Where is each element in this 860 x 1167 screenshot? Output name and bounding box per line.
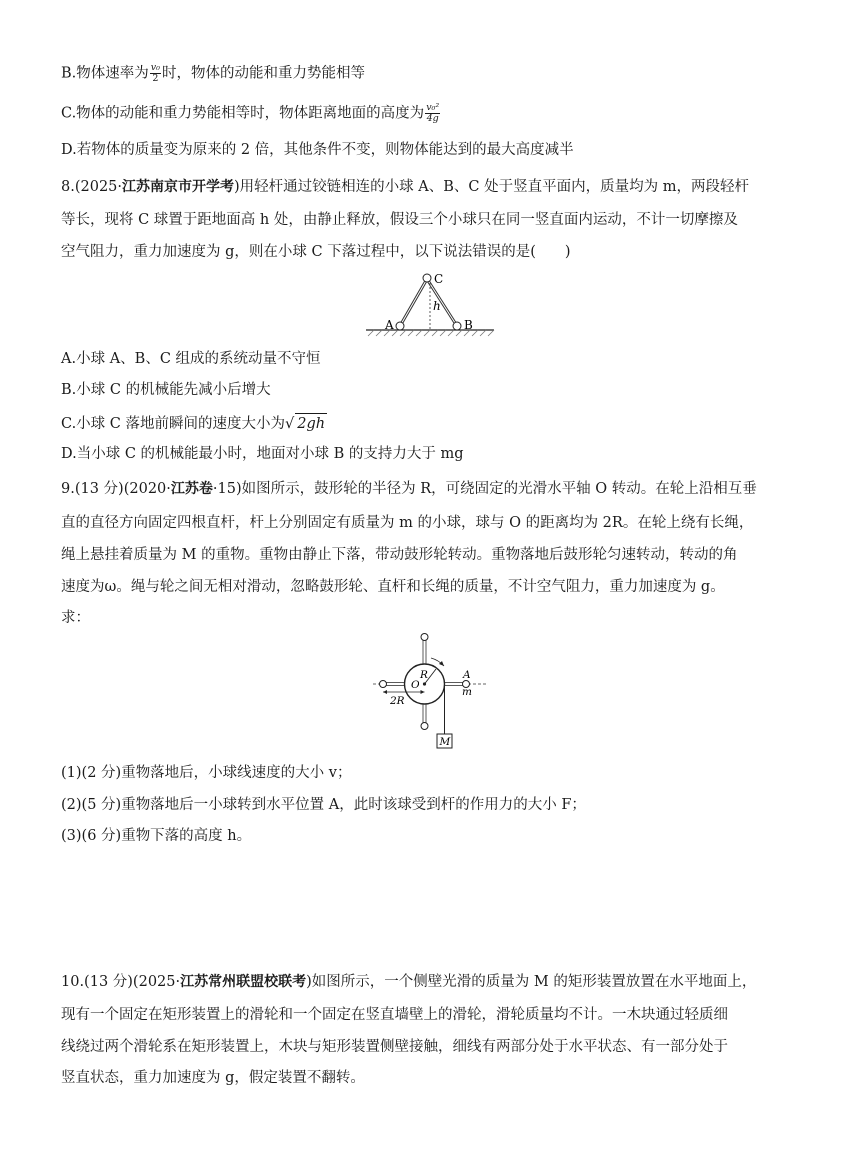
q10-stem-line-2: 现有一个固定在矩形装置上的滑轮和一个固定在竖直墙壁上的滑轮，滑轮质量均不计。一木块通过轻质细	[61, 1007, 728, 1023]
q9-figure	[368, 632, 492, 754]
ball-c	[423, 274, 431, 282]
q9-text: ·15)如图所示，鼓形轮的半径为 R，可绕固定的光滑水平轴 O 转动。在轮上沿相互垂	[212, 481, 757, 497]
q9-number: 9.(13 分)(2020·	[61, 481, 171, 497]
q9-stem-line-4: 速度为ω。绳与轮之间无相对滑动，忽略鼓形轮、直杆和长绳的质量，不计空气阻力，重力加速度为 g。	[61, 579, 725, 595]
label-a: A	[463, 669, 471, 681]
q9-stem-line-2: 直的直径方向固定四根直杆，杆上分别固定有质量为 m 的小球，球与 O 的距离均为 2R。在轮上绕有长绳，	[61, 515, 754, 531]
q9-source: 江苏卷	[170, 481, 213, 497]
q10-stem-line-1	[61, 972, 756, 992]
sqrt-expression: √ 2gh	[285, 413, 327, 434]
q8-option-c-text: C.小球 C 落地前瞬间的速度大小为	[61, 416, 285, 432]
q10-source: 江苏常州联盟校联考	[180, 974, 307, 990]
sqrt-radicand: 2gh	[295, 413, 327, 434]
q7-option-c	[61, 103, 441, 124]
rod-left	[386, 683, 406, 686]
label-o: O	[411, 679, 420, 691]
rod-top	[423, 639, 426, 664]
q9-part-1: (1)(2 分)重物落地后，小球线速度的大小 v；	[61, 765, 352, 781]
fraction-numerator: v₀	[150, 62, 160, 73]
label-2r: 2R	[390, 695, 405, 707]
ball-a	[396, 322, 404, 330]
q8-stem-line-1	[61, 177, 749, 197]
q9-stem-line-5: 求：	[61, 610, 90, 626]
ball-top	[421, 634, 428, 641]
q9-part-3: (3)(6 分)重物下落的高度 h。	[61, 828, 252, 844]
q9-part-2: (2)(5 分)重物落地后一小球转到水平位置 A，此时该球受到杆的作用力的大小 F；	[61, 797, 586, 813]
q7-option-c-fraction	[425, 103, 440, 124]
q9-stem-line-1	[61, 479, 757, 499]
q10-stem-line-3: 线绕过两个滑轮系在矩形装置上，木块与矩形装置侧壁接触，细线有两部分处于水平状态、有一部分处于	[61, 1039, 728, 1055]
q8-option-b: B.小球 C 的机械能先减小后增大	[61, 382, 271, 398]
ball-bottom	[421, 723, 428, 730]
label-h: h	[433, 299, 441, 313]
q7-option-b-fraction	[150, 63, 161, 84]
ball-b	[453, 322, 461, 330]
q7-option-b	[61, 63, 365, 84]
rod-bottom	[423, 704, 426, 724]
q7-option-b-text-end: 时，物体的动能和重力势能相等	[161, 65, 365, 82]
q7-option-c-text: C.物体的动能和重力势能相等时，物体距离地面的高度为	[61, 105, 425, 122]
q9-stem-line-3: 绳上悬挂着质量为 M 的重物。重物由静止下落，带动鼓形轮转动。重物落地后鼓形轮匀速转动，转动的角	[61, 547, 738, 563]
q7-option-b-text: B.物体速率为	[61, 65, 149, 82]
q8-figure	[366, 270, 496, 338]
label-b: B	[464, 318, 473, 332]
q10-number: 10.(13 分)(2025·	[61, 974, 181, 990]
q8-stem-line-2: 等长，现将 C 球置于距地面高 h 处，由静止释放，假设三个小球只在同一竖直面内运动，不计一切摩擦及	[61, 212, 738, 228]
q8-number: 8.(2025·	[61, 179, 123, 195]
q8-option-a: A.小球 A、B、C 组成的系统动量不守恒	[61, 351, 321, 367]
q10-stem-line-4: 竖直状态，重力加速度为 g，假定装置不翻转。	[61, 1070, 365, 1086]
label-c: C	[434, 272, 444, 286]
fraction-denominator: 2	[152, 73, 159, 84]
fraction-numerator: v₀²	[426, 102, 440, 113]
q8-text: )用轻杆通过铰链相连的小球 A、B、C 处于竖直平面内，质量均为 m，两段轻杆	[234, 179, 749, 195]
q8-source: 江苏南京市开学考	[122, 179, 235, 195]
q7-option-d: D.若物体的质量变为原来的 2 倍，其他条件不变，则物体能达到的最大高度减半	[61, 142, 574, 158]
label-m: m	[462, 686, 472, 698]
label-r: R	[420, 669, 428, 681]
fraction-denominator: 4g	[426, 113, 439, 124]
label-a: A	[385, 318, 394, 332]
ball-left	[380, 681, 387, 688]
rod-right	[444, 683, 464, 686]
q8-option-c	[61, 413, 327, 434]
q8-option-d: D.当小球 C 的机械能最小时，地面对小球 B 的支持力大于 mg	[61, 446, 464, 462]
q10-text: )如图所示，一个侧壁光滑的质量为 M 的矩形装置放置在水平地面上，	[306, 974, 757, 990]
label-big-m: M	[439, 736, 451, 748]
q8-stem-line-3: 空气阻力，重力加速度为 g，则在小球 C 下落过程中，以下说法错误的是( )	[61, 244, 571, 260]
